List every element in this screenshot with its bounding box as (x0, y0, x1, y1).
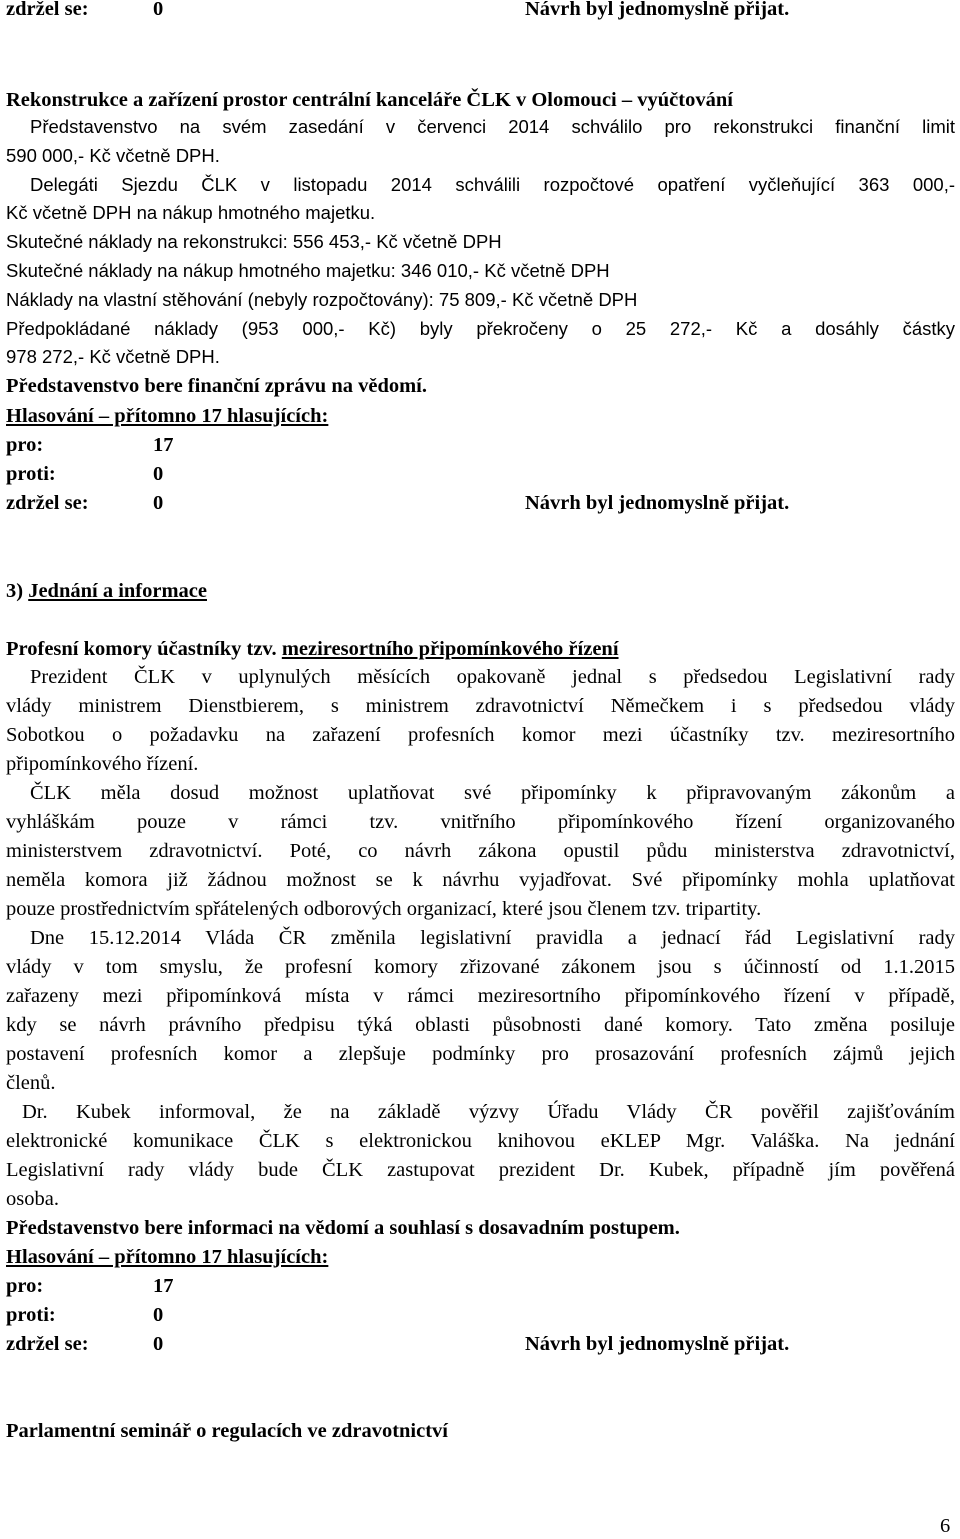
section1-vote-header: Hlasování – přítomno 17 hlasujících: (6, 405, 329, 427)
section1-vote-pro: pro: 17 (6, 434, 174, 456)
section3-line-11: zařazeny mezi připomínková místa v rámci meziresortního připomínkového řízení v případě, (6, 985, 955, 1007)
section3-line-6: ministerstvem zdravotnictví. Poté, co návrh zákona opustil půdu ministerstva zdravotnictví, (6, 840, 955, 862)
section3-heading: 3) Jednání a informace (6, 580, 207, 602)
section3-line-3: připomínkového řízení. (6, 753, 199, 775)
section3-vote-pro: pro: 17 (6, 1275, 174, 1297)
section3-line-1: vlády ministrem Dienstbierem, s ministrem zdravotnictví Němečkem i s předsedou vlády (6, 695, 955, 717)
section1-line-5: Skutečné náklady na nákup hmotného majetku: 346 010,- Kč včetně DPH (6, 260, 610, 281)
section3-line-10: vlády v tom smyslu, že profesní komory zřizované zákonem jsou s účinností od 1.1.2015 (6, 956, 955, 978)
section3-line-0: Prezident ČLK v uplynulých měsících opakovaně jednal s předsedou Legislativní rady (30, 666, 955, 688)
section3-line-2: Sobotkou o požadavku na zařazení profesních komor mezi účastníky tzv. meziresortního (6, 724, 955, 746)
section1-line-2: Delegáti Sjezdu ČLK v listopadu 2014 schválili rozpočtové opatření vyčleňující 363 000,- (30, 174, 955, 195)
section3-line-17: Legislativní rady vlády bude ČLK zastupovat prezident Dr. Kubek, případně jím pověřená (6, 1159, 955, 1181)
section1-line-1: 590 000,- Kč včetně DPH. (6, 145, 220, 166)
section1-line-8: 978 272,- Kč včetně DPH. (6, 346, 220, 367)
section1-line-4: Skutečné náklady na rekonstrukci: 556 453,- Kč včetně DPH (6, 231, 502, 252)
section3-line-9: Dne 15.12.2014 Vláda ČR změnila legislativní pravidla a jednací řád Legislativní rady (30, 927, 955, 949)
section3-vote-header: Hlasování – přítomno 17 hlasujících: (6, 1246, 329, 1268)
section3-line-18: osoba. (6, 1188, 59, 1210)
section3-vote-result: Návrh byl jednomyslně přijat. (525, 1333, 790, 1355)
section1-line-3: Kč včetně DPH na nákup hmotného majetku. (6, 202, 376, 223)
section3-line-13: postavení profesních komor a zlepšuje podmínky pro prosazování profesních zájmů jejich (6, 1043, 955, 1065)
section3-line-12: kdy se návrh právního předpisu týká oblasti působnosti dané komory. Tato změna posiluje (6, 1014, 955, 1036)
section1-title: Rekonstrukce a zařízení prostor centrální kanceláře ČLK v Olomouci – vyúčtování (6, 89, 733, 111)
section3-line-14: členů. (6, 1072, 56, 1094)
section3-line-8: pouze prostřednictvím spřátelených odborových organizací, které jsou členem tzv. tripartity. (6, 898, 762, 920)
section3-line-5: vyhláškám pouze v rámci tzv. vnitřního připomínkového řízení organizovaného (6, 811, 955, 833)
section1-vote-proti: proti: 0 (6, 463, 164, 485)
top-vote-abstain: zdržel se: 0 (6, 0, 164, 20)
section3-vote-abstain: zdržel se: 0 (6, 1333, 164, 1355)
section3-line-4: ČLK měla dosud možnost uplatňovat své připomínky k připravovaným zákonům a (30, 782, 955, 804)
section4-heading: Parlamentní seminář o regulacích ve zdravotnictví (6, 1420, 449, 1442)
section1-decision: Představenstvo bere finanční zprávu na vědomí. (6, 375, 428, 397)
section3-line-7: neměla komora již žádnou možnost se k návrhu vyjadřovat. Své připomínky mohla uplatňovat (6, 869, 955, 891)
section3-line-15: Dr. Kubek informoval, že na základě výzvy Úřadu Vlády ČR pověřil zajišťováním (22, 1101, 955, 1123)
section1-vote-result: Návrh byl jednomyslně přijat. (525, 492, 790, 514)
section3-vote-proti: proti: 0 (6, 1304, 164, 1326)
top-vote-result: Návrh byl jednomyslně přijat. (525, 0, 790, 20)
section3-decision: Představenstvo bere informaci na vědomí a souhlasí s dosavadním postupem. (6, 1217, 680, 1239)
section3-line-16: elektronické komunikace ČLK s elektronickou knihovou eKLEP Mgr. Valáška. Na jednání (6, 1130, 955, 1152)
section1-vote-abstain: zdržel se: 0 (6, 492, 164, 514)
section1-line-6: Náklady na vlastní stěhování (nebyly rozpočtovány): 75 809,- Kč včetně DPH (6, 289, 638, 310)
section1-line-7: Předpokládané náklady (953 000,- Kč) byly překročeny o 25 272,- Kč a dosáhly částky (6, 318, 955, 339)
page-number: 6 (940, 1515, 951, 1537)
section1-line-0: Představenstvo na svém zasedání v červenci 2014 schválilo pro rekonstrukci finanční limit (30, 116, 955, 137)
section3-subheading: Profesní komory účastníky tzv. meziresortního připomínkového řízení (6, 638, 619, 660)
